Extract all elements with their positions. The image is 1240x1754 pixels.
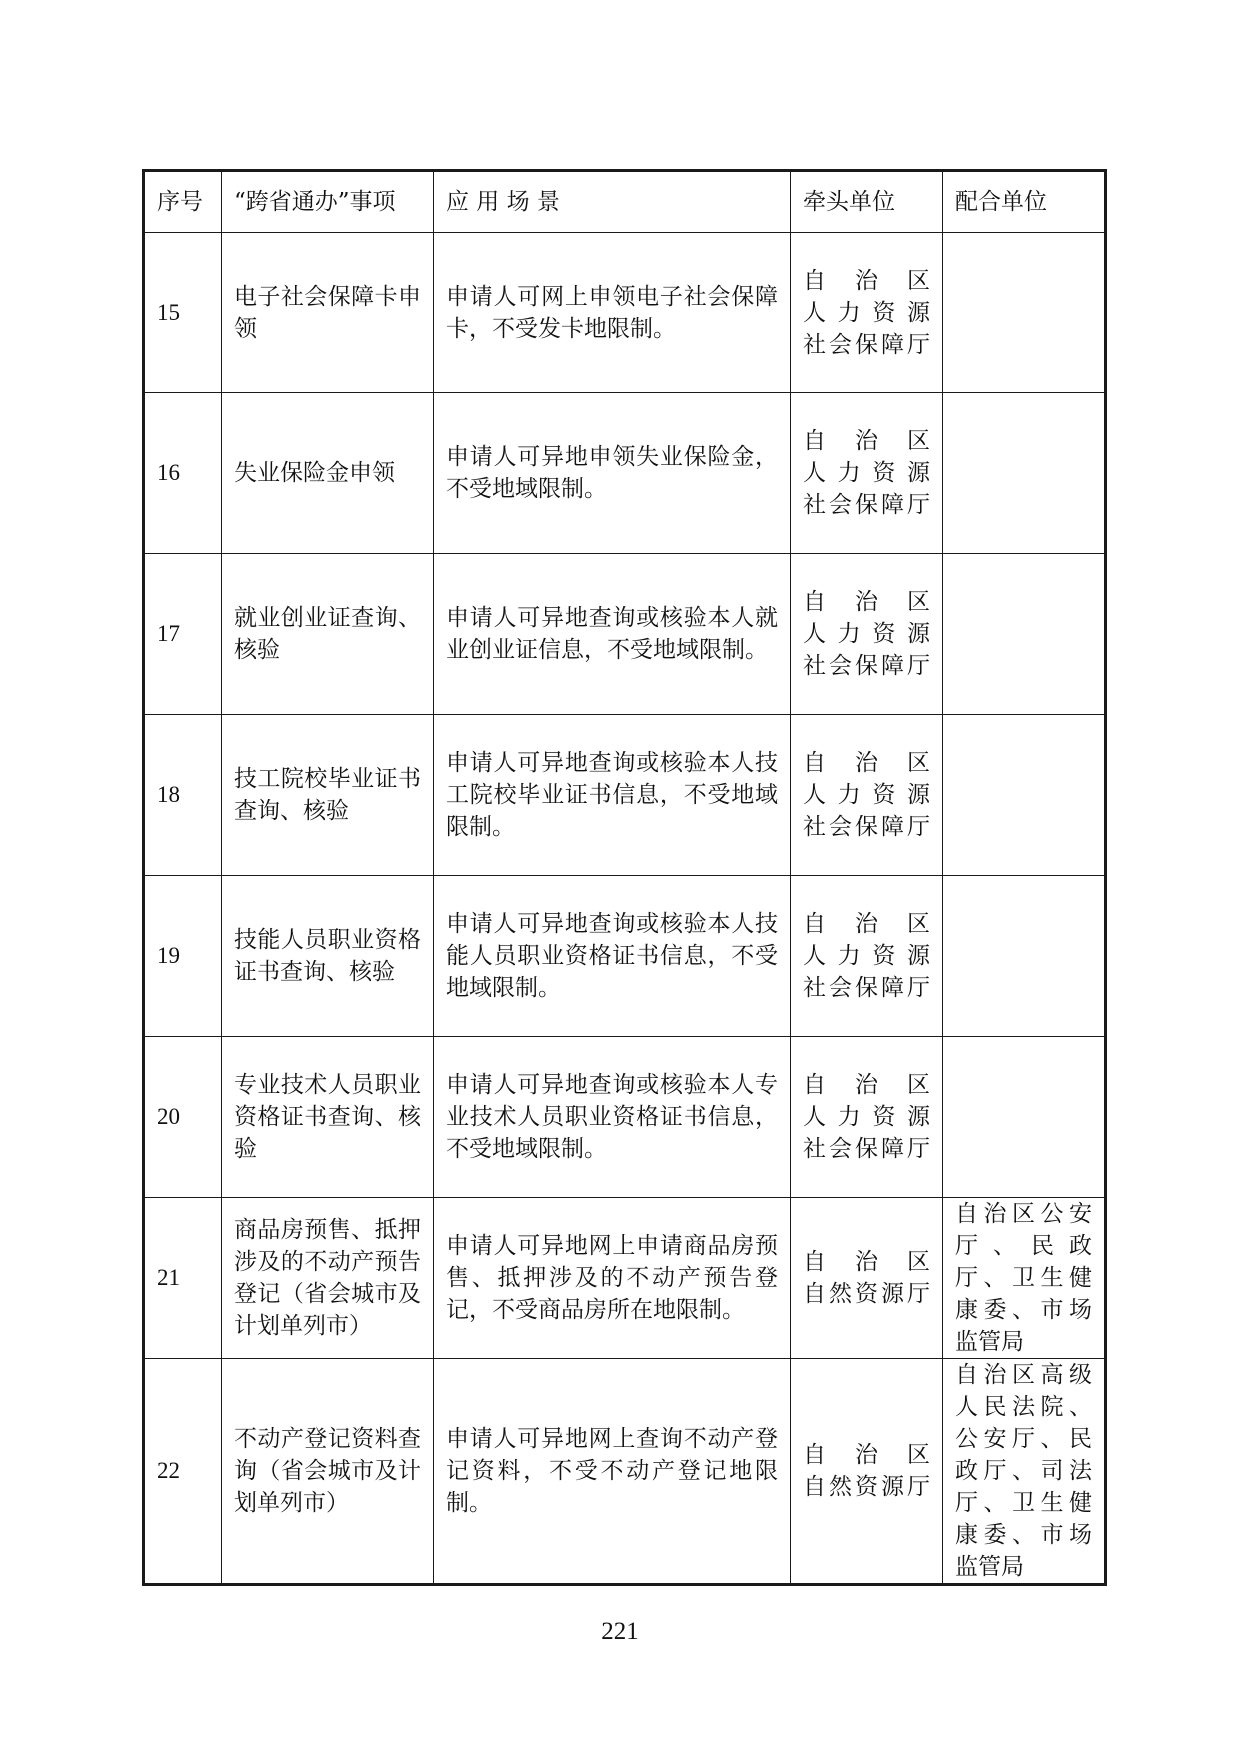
row-lead-unit	[791, 1359, 943, 1585]
row-cooperating-unit	[943, 233, 1106, 393]
lead-unit-line: 人 力 资 源	[803, 460, 930, 486]
lead-unit-line: 自 治 区	[803, 267, 930, 294]
row-matter: 就业创业证查询、核验	[222, 554, 434, 715]
row-serial-number: 20	[144, 1037, 222, 1198]
row-lead-unit	[791, 876, 943, 1037]
header-scenario: 应 用 场 景	[434, 171, 791, 233]
lead-unit-line: 自然资源厅	[803, 1281, 930, 1307]
row-lead-unit	[791, 393, 943, 554]
row-cooperating-unit	[943, 876, 1106, 1037]
table-row	[144, 233, 1106, 393]
row-cooperating-unit	[943, 393, 1106, 554]
row-scenario: 申请人可异地查询或核验本人专业技术人员职业资格证书信息，不受地域限制。	[434, 1037, 791, 1198]
row-scenario: 申请人可异地申领失业保险金，不受地域限制。	[434, 393, 791, 554]
header-cooperating-unit: 配合单位	[943, 171, 1106, 233]
row-serial-number: 17	[144, 554, 222, 715]
page-number: 221	[601, 1618, 639, 1645]
lead-unit-line: 人 力 资 源	[803, 621, 930, 647]
row-lead-unit	[791, 1198, 943, 1359]
row-scenario: 申请人可异地查询或核验本人就业创业证信息，不受地域限制。	[434, 554, 791, 715]
header-lead-unit: 牵头单位	[791, 171, 943, 233]
row-cooperating-unit	[943, 1037, 1106, 1198]
lead-unit-line: 自 治 区	[803, 911, 930, 937]
matters-table	[142, 169, 1107, 1586]
row-serial-number: 15	[144, 233, 222, 393]
lead-unit-line: 自 治 区	[803, 428, 930, 454]
lead-unit-line: 自 治 区	[803, 589, 930, 615]
row-cooperating-unit: 自治区公安厅、民政厅、卫生健康委、市场监管局	[943, 1198, 1106, 1359]
row-scenario: 申请人可异地查询或核验本人技能人员职业资格证书信息，不受地域限制。	[434, 876, 791, 1037]
row-serial-number: 16	[144, 393, 222, 554]
row-lead-unit	[791, 715, 943, 876]
lead-unit-line: 社会保障厅	[803, 492, 930, 518]
row-scenario: 申请人可网上申领电子社会保障卡，不受发卡地限制。	[434, 233, 791, 393]
table-row	[144, 554, 1106, 715]
row-cooperating-unit	[943, 715, 1106, 876]
lead-unit-line: 社会保障厅	[803, 331, 930, 358]
lead-unit-line: 社会保障厅	[803, 975, 930, 1001]
lead-unit-line: 自 治 区	[803, 1249, 930, 1275]
row-matter: 商品房预售、抵押涉及的不动产预告登记（省会城市及计划单列市）	[222, 1198, 434, 1359]
row-matter: 技工院校毕业证书查询、核验	[222, 715, 434, 876]
lead-unit-line: 自 治 区	[803, 1072, 930, 1098]
header-serial-number: 序号	[144, 171, 222, 233]
table-header-row	[144, 171, 1106, 233]
row-matter: 专业技术人员职业资格证书查询、核验	[222, 1037, 434, 1198]
row-lead-unit	[791, 233, 943, 393]
lead-unit-line: 人 力 资 源	[803, 1104, 930, 1130]
row-scenario: 申请人可异地网上查询不动产登记资料，不受不动产登记地限制。	[434, 1359, 791, 1585]
row-lead-unit	[791, 554, 943, 715]
table-row	[144, 1359, 1106, 1585]
lead-unit-line: 社会保障厅	[803, 814, 930, 840]
row-matter: 技能人员职业资格证书查询、核验	[222, 876, 434, 1037]
lead-unit-line: 自 治 区	[803, 1442, 930, 1468]
row-serial-number: 19	[144, 876, 222, 1037]
table-row	[144, 1198, 1106, 1359]
lead-unit-line: 社会保障厅	[803, 1136, 930, 1162]
row-matter: 失业保险金申领	[222, 393, 434, 554]
lead-unit-line: 人 力 资 源	[803, 782, 930, 808]
row-serial-number: 22	[144, 1359, 222, 1585]
lead-unit-line: 人 力 资 源	[803, 943, 930, 969]
lead-unit-line: 自然资源厅	[803, 1474, 930, 1500]
row-cooperating-unit: 自治区高级人民法院、公安厅、民政厅、司法厅、卫生健康委、市场监管局	[943, 1359, 1106, 1585]
header-matter: “跨省通办”事项	[222, 171, 434, 233]
row-lead-unit	[791, 1037, 943, 1198]
table-row	[144, 715, 1106, 876]
row-matter: 不动产登记资料查询（省会城市及计划单列市）	[222, 1359, 434, 1585]
row-cooperating-unit	[943, 554, 1106, 715]
table-row	[144, 876, 1106, 1037]
table-row	[144, 1037, 1106, 1198]
row-serial-number: 18	[144, 715, 222, 876]
row-matter: 电子社会保障卡申领	[222, 233, 434, 393]
lead-unit-line: 人 力 资 源	[803, 299, 930, 326]
lead-unit-line: 社会保障厅	[803, 653, 930, 679]
table-row	[144, 393, 1106, 554]
row-scenario: 申请人可异地查询或核验本人技工院校毕业证书信息，不受地域限制。	[434, 715, 791, 876]
row-serial-number: 21	[144, 1198, 222, 1359]
row-scenario: 申请人可异地网上申请商品房预售、抵押涉及的不动产预告登记，不受商品房所在地限制。	[434, 1198, 791, 1359]
lead-unit-line: 自 治 区	[803, 750, 930, 776]
